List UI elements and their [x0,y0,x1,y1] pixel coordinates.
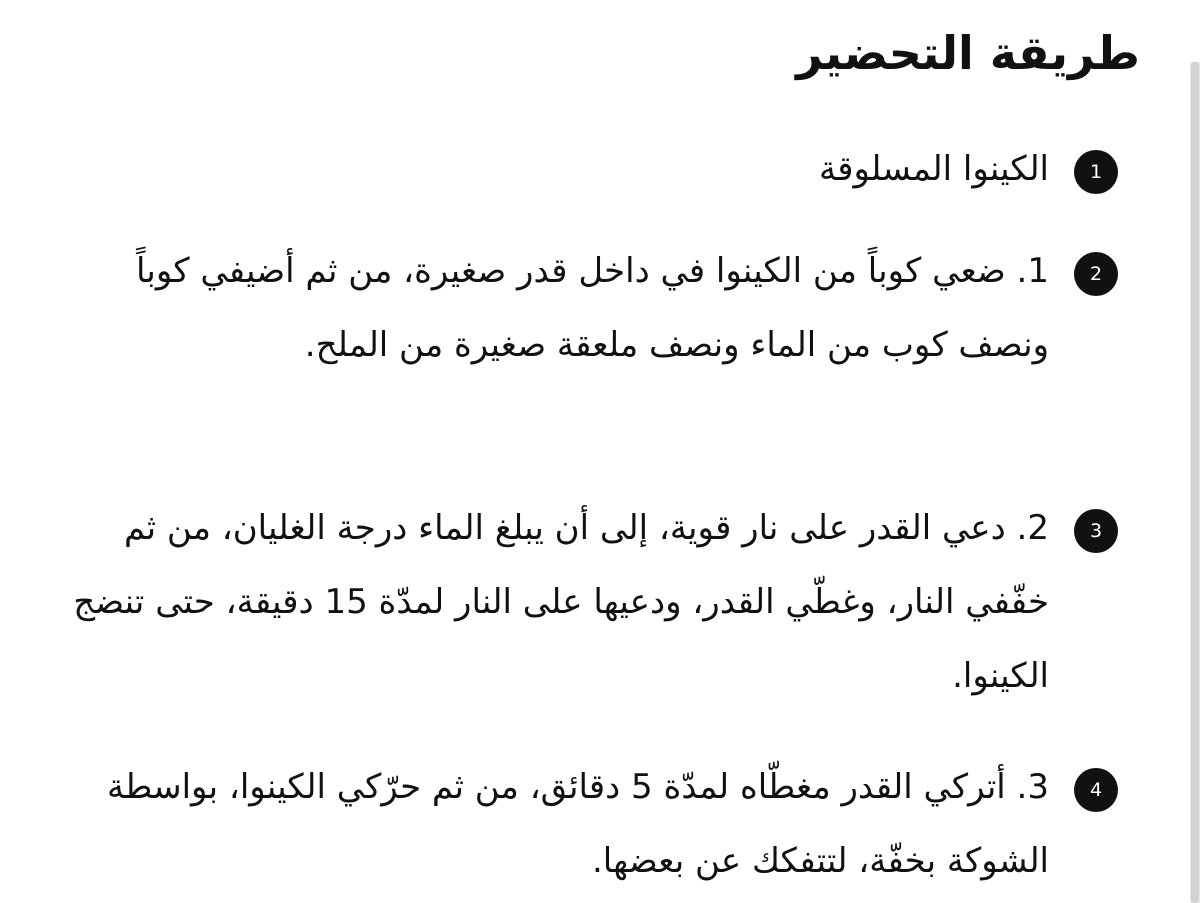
step-text: 3. أتركي القدر مغطّاه لمدّة 5 دقائق، من ثم حرّكي الكينوا، بواسطة الشوكة بخفّة، لتتفكك عن بعضها. [107,767,1049,881]
scrollbar-thumb[interactable] [1191,62,1199,903]
step-number-badge: 1 [1074,150,1118,194]
step-number-badge: 3 [1074,509,1118,553]
step-text: الكينوا المسلوقة [818,149,1049,189]
page-title: طريقة التحضير [796,26,1140,80]
step-text: 2. دعي القدر على نار قوية، إلى أن يبلغ الماء درجة الغليان، من ثم خفّفي النار، وغطّي القدر، ودعيها على النار لمدّة 15 دقيقة، حتى تنضج الكينوا. [73,508,1049,696]
step-number-badge: 4 [1074,768,1118,812]
step-text: 1. ضعي كوباً من الكينوا في داخل قدر صغيرة، من ثم أضيفي كوباً ونصف كوب من الماء ونصف ملعقة صغيرة من الملح. [136,251,1049,365]
scrollbar-track[interactable] [1190,62,1200,903]
step-number-badge: 2 [1074,252,1118,296]
